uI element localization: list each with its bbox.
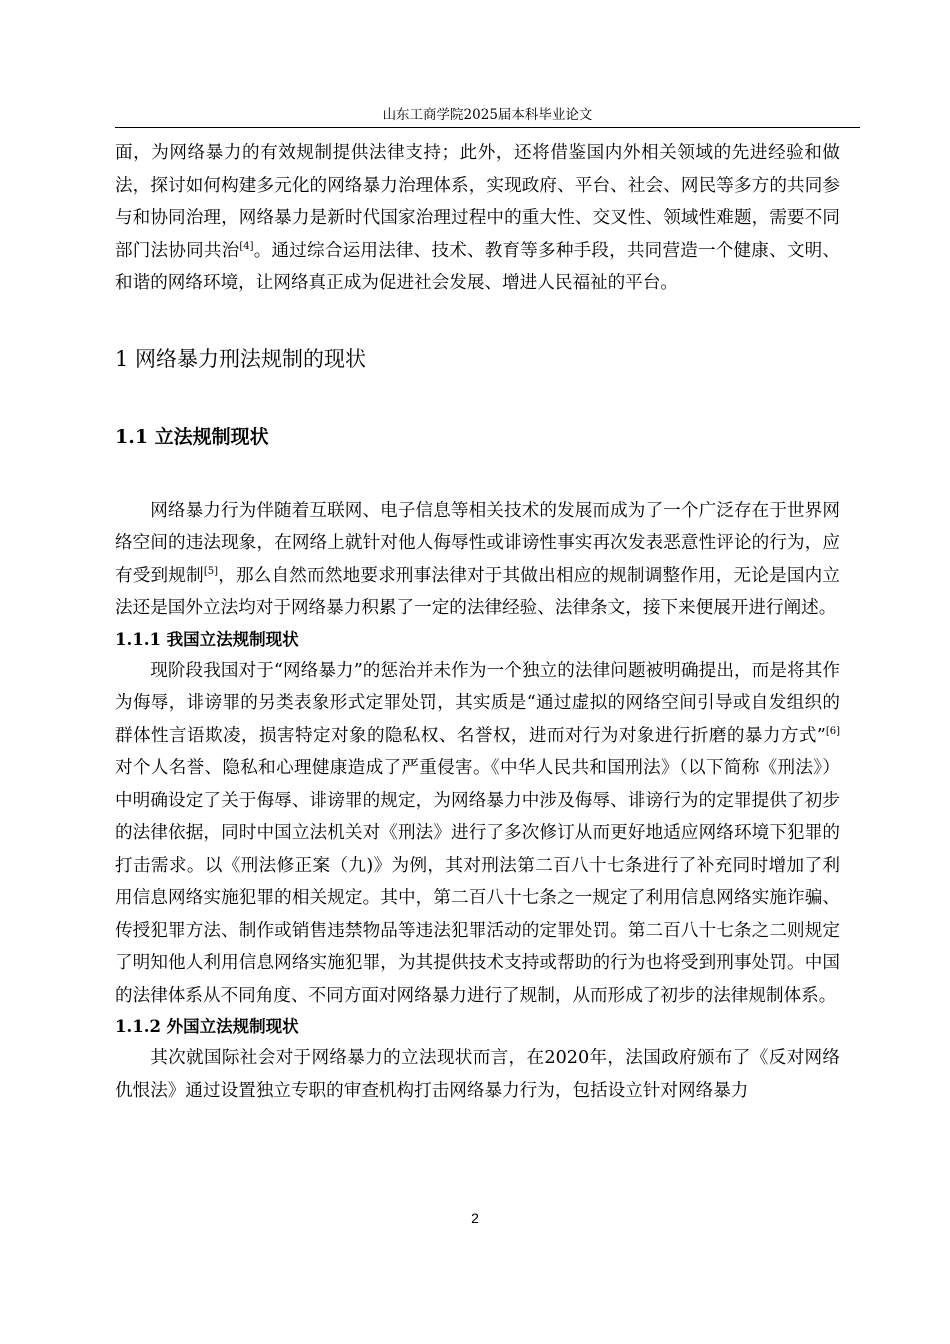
section-1-1-1-paragraph (115, 655, 840, 1013)
section-1-1-2-heading: 1.1.2 外国立法规制现状 (115, 1017, 299, 1036)
page-body (115, 137, 840, 1107)
section-1-1-2-paragraph: 其次就国际社会对于网络暴力的立法现状而言，在2020年，法国政府颁布了《反对网络仇恨法》通过设置独立专职的审查机构打击网络暴力行为，包括设立针对网络暴力 (115, 1048, 840, 1101)
intro-text-2: 。通过综合运用法律、技术、教育等多种手段，共同营造一个健康、文明、和谐的网络环境，让网络真正成为促进社会发展、增进人民福祉的平台。 (115, 240, 840, 293)
intro-paragraph (115, 137, 840, 300)
citation-6: [6] (825, 725, 840, 737)
section-1-1-heading: 1.1 立法规制现状 (115, 425, 269, 448)
section-1-heading: 1 网络暴力刑法规制的现状 (115, 346, 367, 371)
section-1-1-paragraph (115, 495, 840, 625)
section-1-1-text-2: ，那么自然而然地要求刑事法律对于其做出相应的规制调整作用，无论是国内立法还是国外立法均对于网络暴力积累了一定的法律经验、法律条文，接下来便展开进行阐述。 (115, 565, 840, 618)
section-1-1-text-1: 网络暴力行为伴随着互联网、电子信息等相关技术的发展而成为了一个广泛存在于世界网络空间的违法现象，在网络上就针对他人侮辱性或诽谤性事实再次发表恶意性评论的行为，应有受到规制 (115, 500, 840, 586)
citation-5: [5] (203, 565, 219, 577)
running-header: 山东工商学院2025届本科毕业论文 (382, 107, 593, 123)
page-number: 2 (471, 1210, 479, 1226)
intro-text-1: 面，为网络暴力的有效规制提供法律支持；此外，还将借鉴国内外相关领域的先进经验和做法，探讨如何构建多元化的网络暴力治理体系，实现政府、平台、社会、网民等多方的共同参与和协同治理，网络暴力是新时代国家治理过程中的重大性、交叉性、领域性难题，需要不同部门法协同共治 (115, 143, 840, 261)
citation-4: [4] (239, 240, 254, 252)
header-rule (115, 127, 860, 128)
section-1-1-1-text-1: 现阶段我国对于“网络暴力”的惩治并未作为一个独立的法律问题被明确提出，而是将其作为侮辱，诽谤罪的另类表象形式定罪处罚，其实质是“通过虚拟的网络空间引导或自发组织的群体性言语欺凌，损害特定对象的隐私权、名誉权，进而对行为对象进行折磨的暴力方式” (115, 660, 840, 746)
section-1-1-1-heading: 1.1.1 我国立法规制现状 (115, 629, 299, 649)
section-1-1-1-text-2: 对个人名誉、隐私和心理健康造成了严重侵害。《中华人民共和国刑法》（以下简称《刑法》）中明确设定了关于侮辱、诽谤罪的规定，为网络暴力中涉及侮辱、诽谤行为的定罪提供了初步的法律依据，同时中国立法机关对《刑法》进行了多次修订从而更好地适应网络环境下犯罪的打击需求。以《刑法修正案（九)》为例，其对刑法第二百八十七条进行了补充同时增加了利用信息网络实施犯罪的相关规定。其中，第二百八十七条之一规定了利用信息网络实施诈骗、传授犯罪方法、制作或销售违禁物品等违法犯罪活动的定罪处罚。第二百八十七条之二则规定了明知他人利用信息网络实施犯罪，为其提供技术支持或帮助的行为也将受到刑事处罚。中国的法律体系从不同角度、不同方面对网络暴力进行了规制，从而形成了初步的法律规制体系。 (115, 758, 840, 1006)
